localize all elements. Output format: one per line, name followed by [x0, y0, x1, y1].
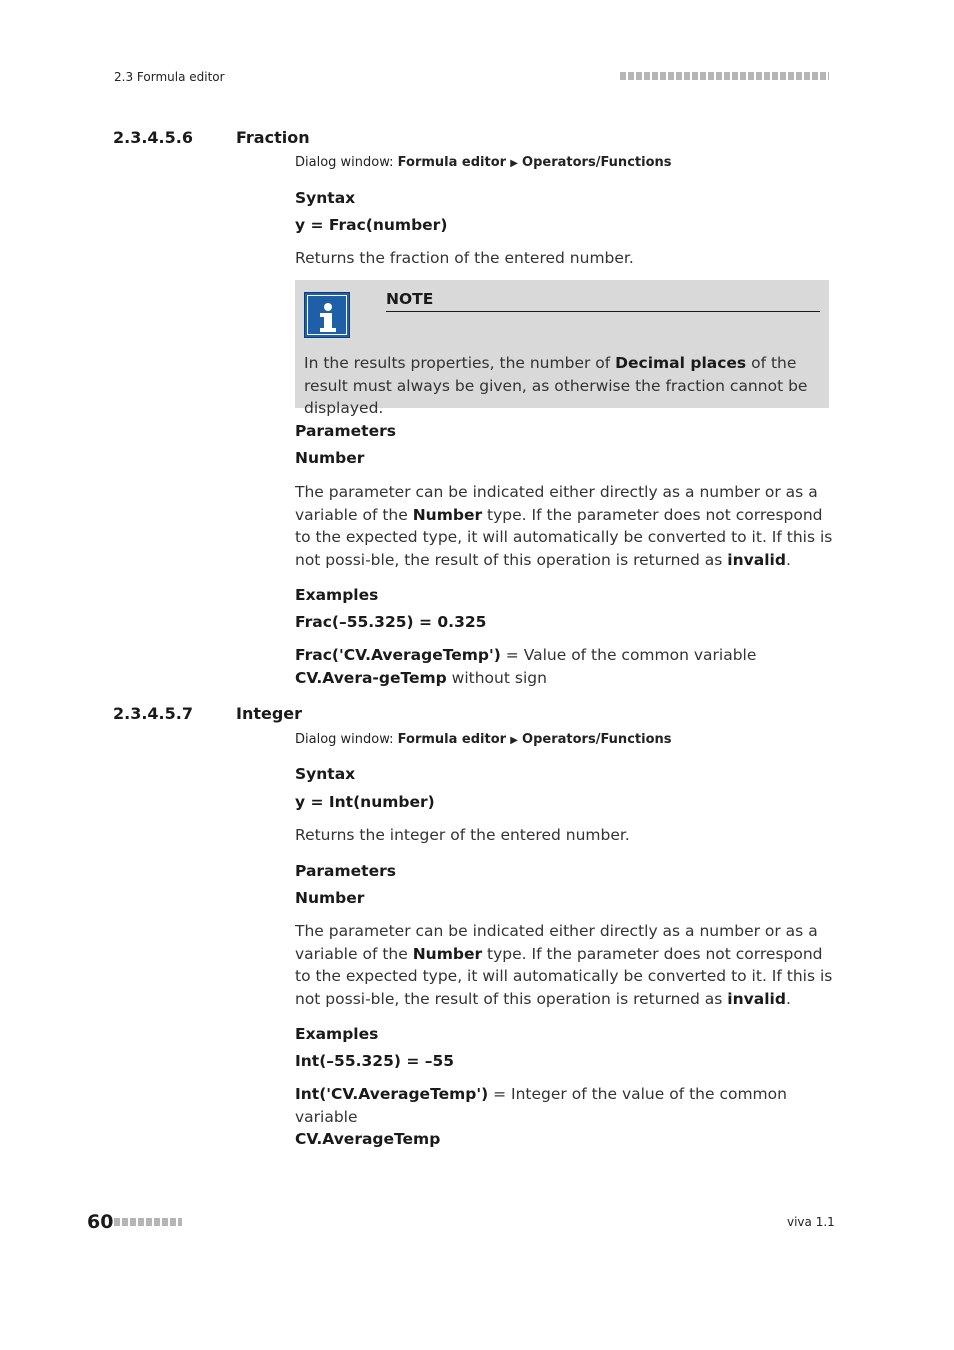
section-number: 2.3.4.5.7	[113, 704, 193, 723]
parameter-description: The parameter can be indicated either directly as a number or as a variable of the Number type. If the parameter does not correspond to the expected type, it will automatically be converted to it. If this is not possi-ble, the result of this operation is returned as invalid.	[295, 483, 833, 569]
examples-heading: Examples	[295, 1025, 379, 1043]
syntax-heading: Syntax	[295, 189, 356, 207]
example-1: Frac(–55.325) = 0.325	[295, 613, 487, 631]
footer-dots-decoration	[114, 1218, 182, 1226]
example-1: Int(–55.325) = –55	[295, 1052, 455, 1070]
dialog-prefix: Dialog window:	[295, 732, 398, 747]
parameters-heading: Parameters	[295, 862, 396, 880]
product-version: viva 1.1	[787, 1215, 835, 1229]
dialog-path-1: Formula editor	[397, 732, 507, 747]
dialog-path-2: Operators/Functions	[522, 732, 672, 747]
example-2: Frac('CV.AverageTemp') = Value of the common variable CV.Avera-geTemp without sign	[295, 646, 757, 687]
description: Returns the integer of the entered number.	[295, 826, 630, 844]
note-title: NOTE	[386, 290, 434, 308]
info-icon	[304, 292, 350, 338]
arrow-right-icon: ▶	[510, 735, 518, 746]
page-number: 60	[87, 1211, 114, 1233]
example-2: Int('CV.AverageTemp') = Integer of the value of the common variable CV.AverageTemp	[295, 1085, 787, 1148]
note-divider	[386, 311, 820, 312]
note-box	[295, 280, 829, 417]
section-number: 2.3.4.5.6	[113, 128, 193, 147]
note-text: In the results properties, the number of Decimal places of the result must always be given, as otherwise the fraction cannot be displayed.	[304, 354, 808, 417]
parameter-description: The parameter can be indicated either directly as a number or as a variable of the Number type. If the parameter does not correspond to the expected type, it will automatically be converted to it. If this is not possi-ble, the result of this operation is returned as invalid.	[295, 922, 833, 1008]
description: Returns the fraction of the entered number.	[295, 249, 634, 267]
dialog-path-1: Formula editor	[397, 155, 507, 170]
syntax-formula: y = Int(number)	[295, 793, 435, 811]
dialog-path	[295, 155, 672, 170]
parameters-heading: Parameters	[295, 422, 396, 440]
arrow-right-icon: ▶	[510, 158, 518, 169]
section-title: Integer	[236, 704, 303, 723]
examples-heading: Examples	[295, 586, 379, 604]
syntax-formula: y = Frac(number)	[295, 216, 448, 234]
dialog-path-2: Operators/Functions	[522, 155, 672, 170]
parameter-name: Number	[295, 889, 365, 907]
dialog-prefix: Dialog window:	[295, 155, 398, 170]
header-dots-decoration	[620, 72, 829, 80]
parameter-name: Number	[295, 449, 365, 467]
running-header: 2.3 Formula editor	[114, 70, 225, 84]
syntax-heading: Syntax	[295, 765, 356, 783]
dialog-path	[295, 732, 672, 747]
section-title: Fraction	[236, 128, 310, 147]
